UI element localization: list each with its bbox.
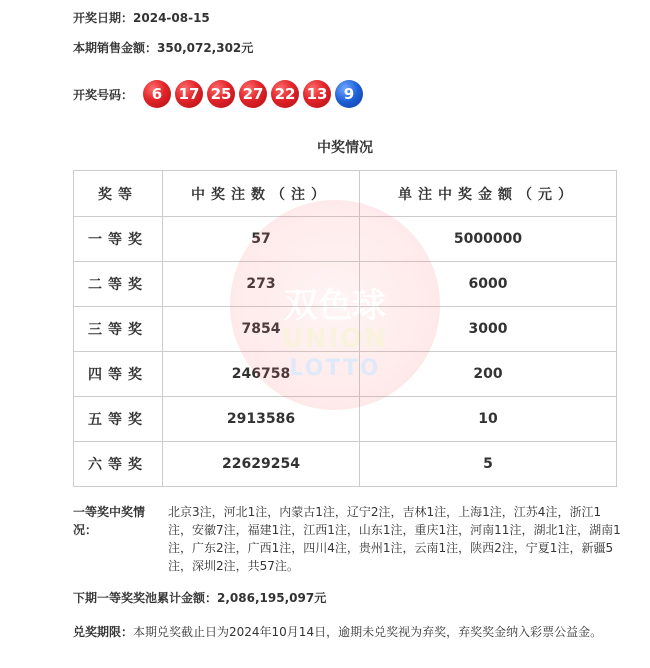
winner-count: 246758 xyxy=(163,352,360,397)
sales-amount-line xyxy=(73,39,253,56)
red-ball: 22 xyxy=(271,80,299,108)
jackpot-pool-line xyxy=(73,589,623,607)
sales-value: 350,072,302元 xyxy=(157,41,254,55)
winning-numbers xyxy=(143,80,363,110)
red-ball: 17 xyxy=(175,80,203,108)
pool-label: 下期一等奖奖池累计金额： xyxy=(73,591,218,605)
prize-amount: 3000 xyxy=(360,307,617,352)
column-header-count: 中奖注数（注） xyxy=(163,171,360,217)
prize-amount: 5000000 xyxy=(360,217,617,262)
prize-amount: 6000 xyxy=(360,262,617,307)
prize-level: 四等奖 xyxy=(74,352,163,397)
red-ball: 27 xyxy=(239,80,267,108)
prize-level: 五等奖 xyxy=(74,397,163,442)
watermark-text: LOTTO xyxy=(289,356,381,381)
prize-amount: 10 xyxy=(360,397,617,442)
winner-count: 57 xyxy=(163,217,360,262)
draw-date-label: 开奖日期： xyxy=(73,11,134,25)
red-ball: 25 xyxy=(207,80,235,108)
table-row xyxy=(74,217,617,262)
table-row xyxy=(74,442,617,487)
prize-amount: 5 xyxy=(360,442,617,487)
redemption-deadline xyxy=(73,623,623,641)
table-header-row xyxy=(74,171,617,217)
column-header-amount: 单注中奖金额（元） xyxy=(360,171,617,217)
prize-level: 二等奖 xyxy=(74,262,163,307)
red-ball: 6 xyxy=(143,80,171,108)
column-header-level: 奖等 xyxy=(74,171,163,217)
first-prize-label: 一等奖中奖情况： xyxy=(73,505,146,537)
first-prize-text: 北京3注，河北1注，内蒙古1注，辽宁2注，吉林1注，上海1注，江苏4注，浙江1注，安徽7注，福建1注，江西1注，山东1注，重庆1注，河南11注，湖北1注，湖南1注，广东2注，广西1注，四川4注，贵州1注，云南1注，陕西2注，宁夏1注，新疆5注，深圳2注，共57注。 xyxy=(168,505,621,573)
watermark-text: UNION xyxy=(281,324,389,354)
first-prize-distribution xyxy=(73,503,623,575)
blue-ball: 9 xyxy=(335,80,363,108)
pool-value: 2,086,195,097元 xyxy=(217,591,327,605)
watermark-text: 双色球 xyxy=(284,286,386,326)
table-row xyxy=(74,262,617,307)
winner-count: 22629254 xyxy=(163,442,360,487)
prize-level: 三等奖 xyxy=(74,307,163,352)
table-row xyxy=(74,352,617,397)
section-title: 中奖情况 xyxy=(317,140,373,156)
prize-level: 六等奖 xyxy=(74,442,163,487)
winner-count: 273 xyxy=(163,262,360,307)
red-ball: 13 xyxy=(303,80,331,108)
table-row xyxy=(74,397,617,442)
draw-date-value: 2024-08-15 xyxy=(133,11,210,25)
deadline-text: 本期兑奖截止日为2024年10月14日，逾期未兑奖视为弃奖，弃奖奖金纳入彩票公益金。 xyxy=(133,625,603,639)
prize-amount: 200 xyxy=(360,352,617,397)
draw-date-line xyxy=(73,9,210,26)
winning-numbers-label: 开奖号码： xyxy=(73,88,134,102)
table-row xyxy=(74,307,617,352)
prize-table xyxy=(73,170,617,487)
sales-label: 本期销售金额： xyxy=(73,41,158,55)
prize-level: 一等奖 xyxy=(74,217,163,262)
deadline-label: 兑奖期限： xyxy=(73,625,134,639)
winner-count: 2913586 xyxy=(163,397,360,442)
winner-count: 7854 xyxy=(163,307,360,352)
